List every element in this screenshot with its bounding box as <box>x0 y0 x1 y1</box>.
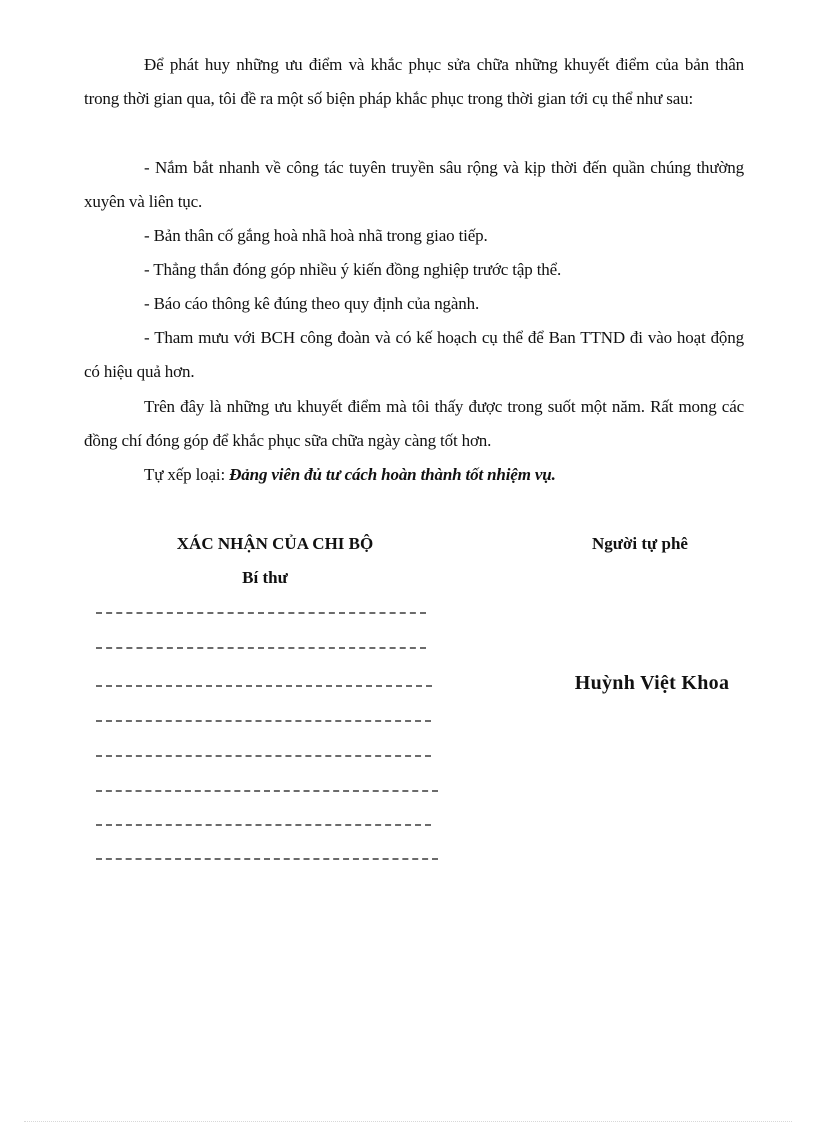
measure-item-4: - Báo cáo thông kê đúng theo quy định của ngành. <box>144 294 480 313</box>
measure-item-5: - Tham mưu với BCH công đoàn và có kế hoạch cụ thể để Ban TTND đi vào hoạt động có hiệu quả hơn. <box>84 328 744 381</box>
signer-name: Huỳnh Việt Khoa <box>574 672 730 694</box>
party-cell-confirmation-title: XÁC NHẬN CỦA CHI BỘ <box>176 534 374 553</box>
measure-item-3: - Thẳng thắn đóng góp nhiều ý kiến đồng nghiệp trước tập thể. <box>144 260 562 279</box>
blank-dash-line <box>96 720 431 722</box>
blank-dash-line <box>96 824 431 826</box>
blank-dash-line <box>96 790 438 792</box>
self-critic-title: Người tự phê <box>592 534 688 553</box>
blank-dash-line <box>96 647 426 649</box>
closing-paragraph: Trên đây là những ưu khuyết điểm mà tôi thấy được trong suốt một năm. Rất mong các đồng chí đóng góp để khắc phục sữa chữa ngày càng tốt hơn. <box>84 397 744 450</box>
self-rating-value: Đảng viên đủ tư cách hoàn thành tốt nhiệm vụ. <box>229 465 556 484</box>
page-bottom-border <box>24 1121 792 1122</box>
blank-dash-line <box>96 858 438 860</box>
self-rating <box>84 458 744 492</box>
measure-item-2: - Bản thân cố gắng hoà nhã hoà nhã trong giao tiếp. <box>144 226 488 245</box>
blank-dash-line <box>96 755 431 757</box>
blank-dash-line <box>96 685 432 687</box>
measure-item-1: - Nắm bắt nhanh về công tác tuyên truyền sâu rộng và kịp thời đến quần chúng thường xuyên và liên tục. <box>84 158 744 211</box>
intro-paragraph: Để phát huy những ưu điểm và khắc phục sửa chữa những khuyết điểm của bản thân trong thời gian qua, tôi đề ra một số biện pháp khắc phục trong thời gian tới cụ thể như sau: <box>84 55 744 108</box>
blank-dash-line <box>96 612 426 614</box>
self-rating-label: Tự xếp loại: <box>144 465 230 484</box>
secretary-label: Bí thư <box>242 568 288 587</box>
